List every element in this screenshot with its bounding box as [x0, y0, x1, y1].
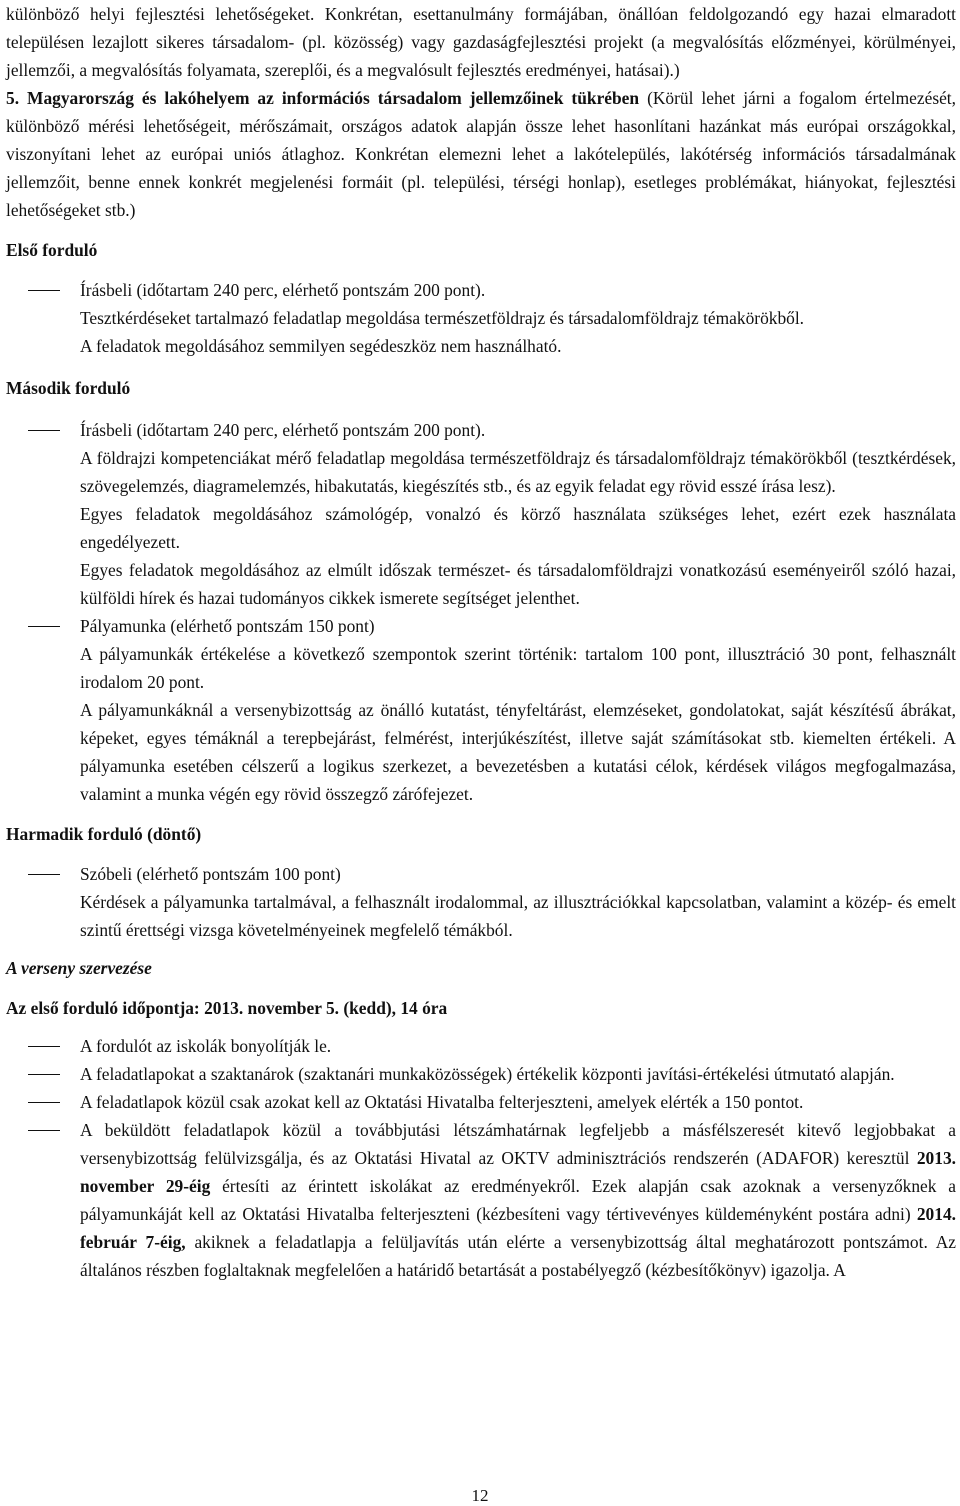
list-item: [6, 612, 956, 808]
dash-bullet-icon: [28, 1046, 60, 1047]
organization-list: [6, 1032, 956, 1284]
dash-bullet-icon: [28, 1130, 60, 1131]
second-round-written-line: Írásbeli (időtartam 240 perc, elérhető pontszám 200 pont).: [80, 420, 486, 440]
second-round-written-para-1: A földrajzi kompetenciákat mérő feladatlap megoldása természetföldrajz és társadalomföldrajz témakörökből (tesztkérdések, szövegelemzés, diagramelemzés, hibakutatás, kiegészítés stb., és az egyik feladat egy rövid esszé írása lesz).: [80, 448, 956, 496]
second-round-list: [6, 416, 956, 808]
dash-bullet-icon: [28, 874, 60, 875]
page-number: 12: [471, 1486, 489, 1505]
list-item: [6, 1060, 956, 1088]
dash-bullet-icon: [28, 1102, 60, 1103]
dash-bullet-icon: [28, 626, 60, 627]
list-item: [6, 860, 956, 944]
list-item: [6, 1088, 956, 1116]
list-item: [6, 1116, 956, 1284]
first-round-line-3: A feladatok megoldásához semmilyen segédeszköz nem használható.: [80, 336, 562, 356]
bullet-4-text-3: akiknek a feladatlapja a felüljavítás után elérte a versenybizottság által meghatározott pontszámot. Az általános részben foglaltaknak megfelelően a határidő betartását a postabélyegző (kézbesítőkönyv) igazolja. A: [80, 1232, 956, 1280]
bullet-4-text-1: A beküldött feladatlapok közül a továbbjutási létszámhatárnak legfeljebb a másfélszeresét kitevő legjobbakat a versenybizottság felülvizsgálja, és az Oktatási Hivatal az OKTV adminisztrációs rendszerén (ADAFOR) keresztül: [80, 1120, 956, 1168]
third-round-para: Kérdések a pályamunka tartalmával, a felhasznált irodalommal, az illusztrációkkal kapcsolatban, valamint a közép- és emelt szintű érettségi vizsga követelményeinek megfelelő témákból.: [80, 892, 956, 940]
dash-bullet-icon: [28, 1074, 60, 1075]
list-item: [6, 276, 956, 360]
first-round-date-heading: Az első forduló időpontja: 2013. november 5. (kedd), 14 óra: [6, 998, 448, 1018]
document-page: [6, 0, 956, 1284]
third-round-heading: Harmadik forduló (döntő): [6, 824, 202, 844]
second-round-project-line: Pályamunka (elérhető pontszám 150 pont): [80, 616, 375, 636]
topic-5-paragraph: [6, 84, 956, 224]
organization-bullet-1: A fordulót az iskolák bonyolítják le.: [80, 1036, 332, 1056]
dash-bullet-icon: [28, 290, 60, 291]
first-round-list: [6, 276, 956, 360]
intro-paragraph: különböző helyi fejlesztési lehetőségeket. Konkrétan, esettanulmány formájában, önállóan feldolgozandó egy hazai elmaradott településen lezajlott sikeres társadalom- (pl. közösség) vagy gazdaságfejlesztési projekt (a megvalósítás előzményei, körülményei, jellemzői, a megvalósítás folyamata, szereplői, és a megvalósult fejlesztés eredményei, hatásai).): [6, 4, 956, 80]
second-round-written-para-2: Egyes feladatok megoldásához számológép, vonalzó és körző használata szükséges lehet, ezért ezek használata engedélyezett.: [80, 504, 956, 552]
topic-5-title: Magyarország és lakóhelyem az információs társadalom jellemzőinek tükrében: [27, 88, 640, 108]
dash-bullet-icon: [28, 430, 60, 431]
third-round-line: Szóbeli (elérhető pontszám 100 pont): [80, 864, 341, 884]
organization-bullet-2: A feladatlapokat a szaktanárok (szaktanári munkaközösségek) értékelik központi javítási-értékelési útmutató alapján.: [80, 1064, 895, 1084]
second-round-written-para-3: Egyes feladatok megoldásához az elmúlt időszak természet- és társadalomföldrajzi vonatkozású eseményeiről szóló hazai, külföldi hírek és hazai tudományos cikkek ismerete segítséget jelenthet.: [80, 560, 956, 608]
third-round-list: [6, 860, 956, 944]
second-round-project-para-1: A pályamunkák értékelése a következő szempontok szerint történik: tartalom 100 pont, illusztráció 30 pont, felhasznált irodalom 20 pont.: [80, 644, 956, 692]
topic-5-body: (Körül lehet járni a fogalom értelmezését, különböző mérési lehetőségeit, mérőszámait, országos adatok alapján össze lehet hasonlítani hazánkat más európai országokkal, viszonyítani lehet az európai uniós átlaghoz. Konkrétan elemezni lehet a lakótelepülés, lakótérség információs társadalmának jellemzőit, benne ennek konkrét megjelenési formáit (pl. települési, térségi honlap), esetleges problémákat, hiányokat, fejlesztési lehetőségeket stb.): [6, 88, 956, 220]
bullet-4-text-2: értesíti az érintett iskolákat az eredményekről. Ezek alapján csak azoknak a versenyzőknek a pályamunkáját kell az Oktatási Hivatalba felterjeszteni (kézbesíteni vagy tértivevényes küldeményként postára adni): [80, 1176, 956, 1224]
second-round-project-para-2: A pályamunkáknál a versenybizottság az önálló kutatást, tényfeltárást, elemzéseket, gondolatokat, saját készítésű ábrákat, képeket, egyes témáknál a terepbejárást, felmérést, interjúkészítést, illetve saját számításokat stb. kiemelten értékeli. A pályamunka esetében célszerű a logikus szerkezet, a bevezetésben a kutatási célok, kérdések világos megfogalmazása, valamint a munka végén egy rövid összegző zárófejezet.: [80, 700, 956, 804]
first-round-heading: Első forduló: [6, 240, 98, 260]
first-round-line-2: Tesztkérdéseket tartalmazó feladatlap megoldása természetföldrajz és társadalomföldrajz témakörökből.: [80, 308, 805, 328]
list-item: [6, 1032, 956, 1060]
organization-bullet-3: A feladatlapok közül csak azokat kell az Oktatási Hivatalba felterjeszteni, amelyek elérték a 150 pontot.: [80, 1092, 804, 1112]
second-round-heading: Második forduló: [6, 378, 131, 398]
organization-heading: A verseny szervezése: [6, 958, 152, 978]
first-round-line-1: Írásbeli (időtartam 240 perc, elérhető pontszám 200 pont).: [80, 280, 486, 300]
deadline-1: 2013. november 29-éig: [80, 1148, 956, 1196]
list-item: [6, 416, 956, 612]
deadline-2: 2014. február 7-éig,: [80, 1204, 956, 1252]
organization-bullet-4: [80, 1116, 956, 1284]
topic-5-number: 5.: [6, 88, 20, 108]
